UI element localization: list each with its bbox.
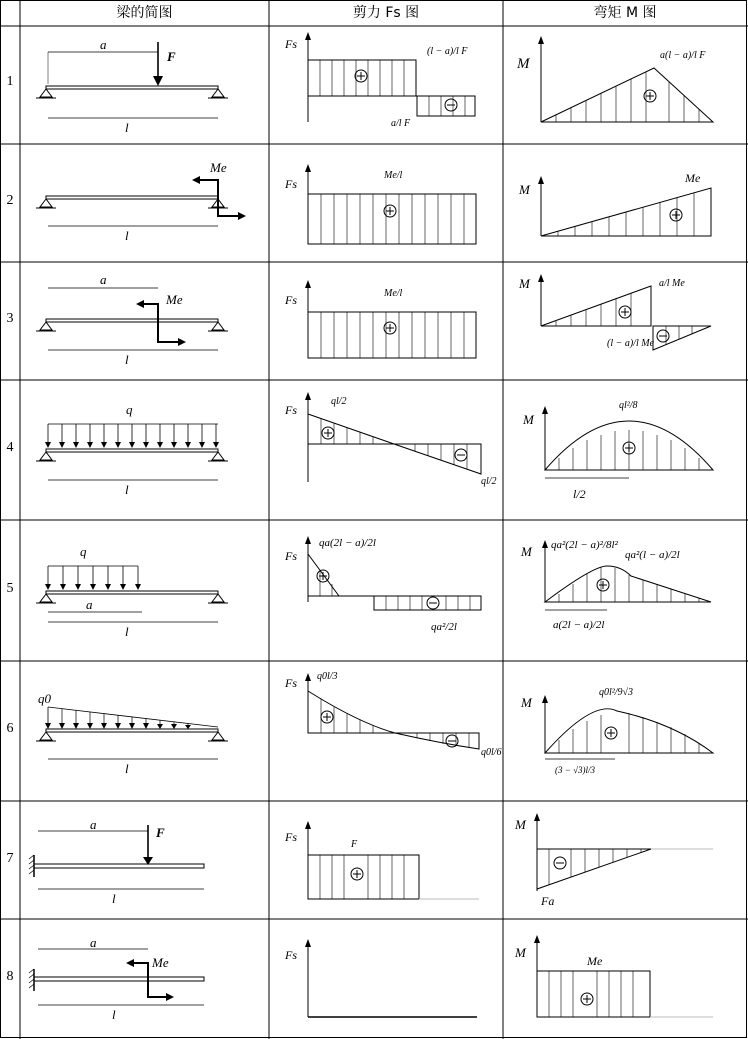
axis-label: Fs bbox=[285, 830, 297, 844]
dim-label: a(2l − a)/2l bbox=[553, 619, 605, 631]
beam-diagram-5 bbox=[20, 520, 269, 661]
value-label: Me/l bbox=[384, 288, 403, 299]
moment-diagram-8 bbox=[503, 919, 747, 1038]
value-label: qa²/2l bbox=[431, 621, 457, 633]
dim-a: a bbox=[90, 935, 97, 950]
row-number: 4 bbox=[6, 440, 14, 455]
value-label: Me bbox=[587, 954, 603, 968]
load-label: F bbox=[167, 49, 176, 64]
row-number: 6 bbox=[6, 721, 14, 736]
value-label: Me bbox=[685, 171, 701, 185]
moment-diagram-3 bbox=[503, 262, 747, 380]
value-label: ql/2 bbox=[481, 476, 497, 487]
shear-diagram-7 bbox=[269, 801, 503, 919]
dim-a: a bbox=[100, 37, 107, 52]
dim-a: a bbox=[86, 597, 93, 612]
value-label: q0l²/9√3 bbox=[599, 687, 634, 698]
value-label: Fa bbox=[541, 894, 555, 908]
row-number: 8 bbox=[6, 969, 14, 984]
dim-l: l bbox=[112, 891, 116, 906]
load-label: Me bbox=[166, 292, 183, 307]
load-label: q bbox=[126, 402, 133, 417]
value-label: Me/l bbox=[384, 170, 403, 181]
dim-label: l/2 bbox=[573, 487, 586, 501]
beam-diagram-6 bbox=[20, 661, 269, 801]
axis-label: M bbox=[519, 182, 530, 197]
value-label: q0l/3 bbox=[317, 671, 338, 682]
axis-label: M bbox=[523, 412, 534, 427]
shear-diagram-5 bbox=[269, 520, 503, 661]
value-label: a/l Me bbox=[659, 278, 685, 289]
axis-label: Fs bbox=[285, 676, 297, 690]
value-label: ql/2 bbox=[331, 396, 347, 407]
header-moment-diagram: 弯矩 M 图 bbox=[593, 5, 657, 21]
moment-diagram-1 bbox=[503, 26, 747, 144]
axis-label: Fs bbox=[285, 403, 297, 417]
axis-label: M bbox=[521, 544, 532, 559]
axis-label: Fs bbox=[285, 549, 297, 563]
axis-label: M bbox=[515, 817, 526, 832]
axis-label: Fs bbox=[285, 293, 297, 307]
value-label: a/l F bbox=[391, 118, 411, 129]
header-shear-diagram: 剪力 Fs 图 bbox=[352, 5, 420, 21]
header-beam-diagram: 梁的简图 bbox=[116, 5, 173, 21]
dim-l: l bbox=[112, 1007, 116, 1022]
axis-label: M bbox=[517, 56, 530, 72]
axis-label: Fs bbox=[285, 37, 297, 51]
dim-a: a bbox=[100, 272, 107, 287]
beam-diagram-3 bbox=[20, 262, 269, 380]
value-label: q0l/6 bbox=[481, 747, 502, 758]
shear-diagram-3 bbox=[269, 262, 503, 380]
moment-diagram-4 bbox=[503, 380, 747, 520]
row-number: 1 bbox=[6, 74, 14, 89]
value-label: ql²/8 bbox=[619, 400, 638, 411]
value-label: a(l − a)/l F bbox=[660, 50, 706, 61]
shear-diagram-2 bbox=[269, 144, 503, 262]
load-label: q0 bbox=[38, 691, 51, 706]
axis-label: M bbox=[519, 276, 530, 291]
beam-diagram-2 bbox=[20, 144, 269, 262]
beam-diagram-7 bbox=[20, 801, 269, 919]
beam-diagram-4 bbox=[20, 380, 269, 520]
axis-label: Fs bbox=[285, 177, 297, 191]
dim-l: l bbox=[125, 624, 129, 639]
value-label: (l − a)/l F bbox=[427, 46, 468, 57]
shear-diagram-4 bbox=[269, 380, 503, 520]
axis-label: M bbox=[521, 695, 532, 710]
moment-diagram-2 bbox=[503, 144, 747, 262]
load-label: Me bbox=[152, 955, 169, 970]
row-number: 5 bbox=[6, 581, 14, 596]
row-number: 7 bbox=[6, 851, 14, 866]
dim-l: l bbox=[125, 482, 129, 497]
beam-diagram-8 bbox=[20, 919, 269, 1038]
shear-diagram-6 bbox=[269, 661, 503, 801]
value-label: qa²(2l − a)²/8l² bbox=[551, 539, 618, 551]
value-label: qa²(l − a)/2l bbox=[625, 549, 680, 561]
axis-label: M bbox=[515, 945, 526, 960]
load-label: Me bbox=[210, 160, 227, 175]
shear-diagram-8 bbox=[269, 919, 503, 1038]
value-label: F bbox=[351, 839, 358, 850]
value-label: qa(2l − a)/2l bbox=[319, 537, 376, 549]
moment-diagram-5 bbox=[503, 520, 747, 661]
beam-diagram-1 bbox=[20, 26, 269, 144]
load-label: F bbox=[156, 825, 165, 840]
dim-a: a bbox=[90, 817, 97, 832]
dim-l: l bbox=[125, 228, 129, 243]
row-number: 2 bbox=[6, 193, 14, 208]
shear-diagram-1 bbox=[269, 26, 503, 144]
moment-diagram-7 bbox=[503, 801, 747, 919]
row-number: 3 bbox=[6, 311, 14, 326]
dim-l: l bbox=[125, 352, 129, 367]
value-label: (l − a)/l Me bbox=[607, 338, 655, 349]
load-label: q bbox=[80, 544, 87, 559]
dim-label: (3 − √3)l/3 bbox=[555, 765, 596, 775]
dim-l: l bbox=[125, 120, 129, 135]
moment-diagram-6 bbox=[503, 661, 747, 801]
axis-label: Fs bbox=[285, 948, 297, 962]
dim-l: l bbox=[125, 761, 129, 776]
